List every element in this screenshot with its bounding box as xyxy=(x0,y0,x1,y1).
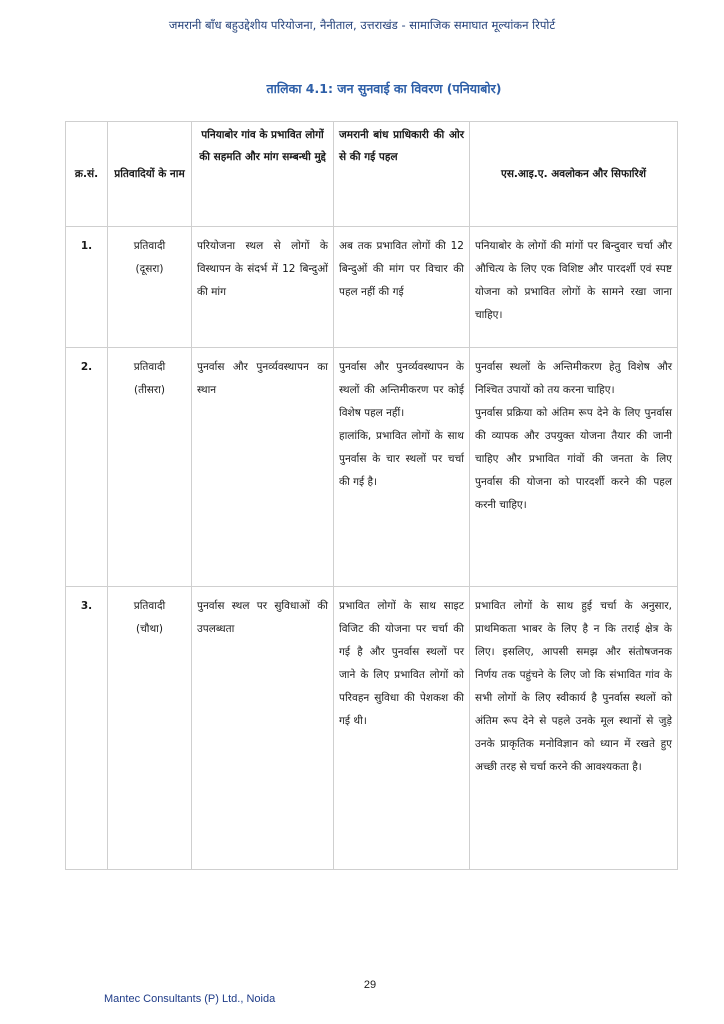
initiative-text-2: हालांकि, प्रभावित लोगों के साथ पुनर्वास के चार स्थलों पर चर्चा की गई है। xyxy=(339,430,464,488)
table-row xyxy=(66,587,678,870)
header-respondent: प्रतिवादियों के नाम xyxy=(108,122,192,227)
page-number: 29 xyxy=(363,979,377,991)
table-caption: तालिका 4.1: जन सुनवाई का विवरण (पनियाबोर) xyxy=(266,81,502,96)
table-header-row xyxy=(66,122,678,227)
observation-text: प्रभावित लोगों के साथ हुई चर्चा के अनुसार, प्राथमिकता भाबर के लिए है न कि तराई क्षेत्र के लिए। इसलिए, आपसी समझ और संतोषजनक निर्णय तक पहुंचने के लिए जो कि संभावित गांव के सभी लोगों के लिए स्वीकार्य है पुनर्वास स्थलों को अंतिम रूप देने से पहले उनके मूल स्थानों से जुड़े उनके प्राकृतिक मनोविज्ञान को ध्यान में रखते हुए अच्छी तरह से चर्चा करने की आवश्यकता है। xyxy=(475,600,672,773)
initiative-text: प्रभावित लोगों के साथ साइट विजिट की योजना पर चर्चा की गई है और पुनर्वास स्थलों पर जाने के लिए प्रभावित लोगों को परिवहन सुविधा की पेशकश की गई थी। xyxy=(339,600,464,727)
respondent-order: (चौथा) xyxy=(135,623,163,635)
initiative-text: अब तक प्रभावित लोगों की 12 बिन्दुओं की मांग पर विचार की पहल नहीं की गई xyxy=(339,240,464,298)
hearing-details-table xyxy=(65,121,678,870)
header-observation: एस.आइ.ए. अवलोकन और सिफारिशें xyxy=(470,122,678,227)
respondent-name: प्रतिवादी xyxy=(133,361,166,373)
observation-text-2: पुनर्वास प्रक्रिया को अंतिम रूप देने के लिए पुनर्वास की व्यापक और उपयुक्त योजना तैयार की जानी चाहिए और प्रभावित गांवों की जनता के लिए पुनर्वास की योजना को पारदर्शी करने की पहल करनी चाहिए। xyxy=(475,407,672,511)
row-serial: 3. xyxy=(66,587,108,870)
row-demand: पुनर्वास और पुनर्व्यवस्थापन का स्थान xyxy=(192,348,334,587)
respondent-order: (तीसरा) xyxy=(133,384,165,396)
footer-company: Mantec Consultants (P) Ltd., Noida xyxy=(104,993,276,1005)
row-respondent xyxy=(108,587,192,870)
row-initiative xyxy=(334,587,470,870)
table-row xyxy=(66,348,678,587)
row-observation xyxy=(470,227,678,348)
row-respondent xyxy=(108,348,192,587)
initiative-text: पुनर्वास और पुनर्व्यवस्थापन के स्थलों की अन्तिमीकरण पर कोई विशेष पहल नहीं। xyxy=(339,361,464,419)
row-initiative xyxy=(334,227,470,348)
header-serial: क्र.सं. xyxy=(66,122,108,227)
respondent-name: प्रतिवादी xyxy=(133,600,166,612)
respondent-order: (दूसरा) xyxy=(135,263,164,275)
row-demand: परियोजना स्थल से लोगों के विस्थापन के संदर्भ में 12 बिन्दुओं की मांग xyxy=(192,227,334,348)
row-demand: पुनर्वास स्थल पर सुविधाओं की उपलब्धता xyxy=(192,587,334,870)
respondent-name: प्रतिवादी xyxy=(133,240,166,252)
header-initiative: जमरानी बांध प्राधिकारी की ओर से की गई पहल xyxy=(334,122,470,227)
observation-text: पुनर्वास स्थलों के अन्तिमीकरण हेतु विशेष और निश्चित उपायों को तय करना चाहिए। xyxy=(475,361,672,396)
row-initiative xyxy=(334,348,470,587)
row-observation xyxy=(470,587,678,870)
row-serial: 1. xyxy=(66,227,108,348)
row-serial: 2. xyxy=(66,348,108,587)
running-header: जमरानी बाँध बहुउद्देशीय परियोजना, नैनीताल, उत्तराखंड - सामाजिक समाघात मूल्यांकन रिपोर्ट xyxy=(168,18,556,32)
row-respondent xyxy=(108,227,192,348)
table-row xyxy=(66,227,678,348)
header-demand: पनियाबोर गांव के प्रभावित लोगों की सहमति और मांग सम्बन्धी मुद्दे xyxy=(192,122,334,227)
observation-text: पनियाबोर के लोगों की मांगों पर बिन्दुवार चर्चा और औचित्य के लिए एक विशिष्ट और पारदर्शी एवं स्पष्ट योजना को प्रभावित लोगों के सामने रखा जाना चाहिए। xyxy=(475,240,672,321)
row-observation xyxy=(470,348,678,587)
